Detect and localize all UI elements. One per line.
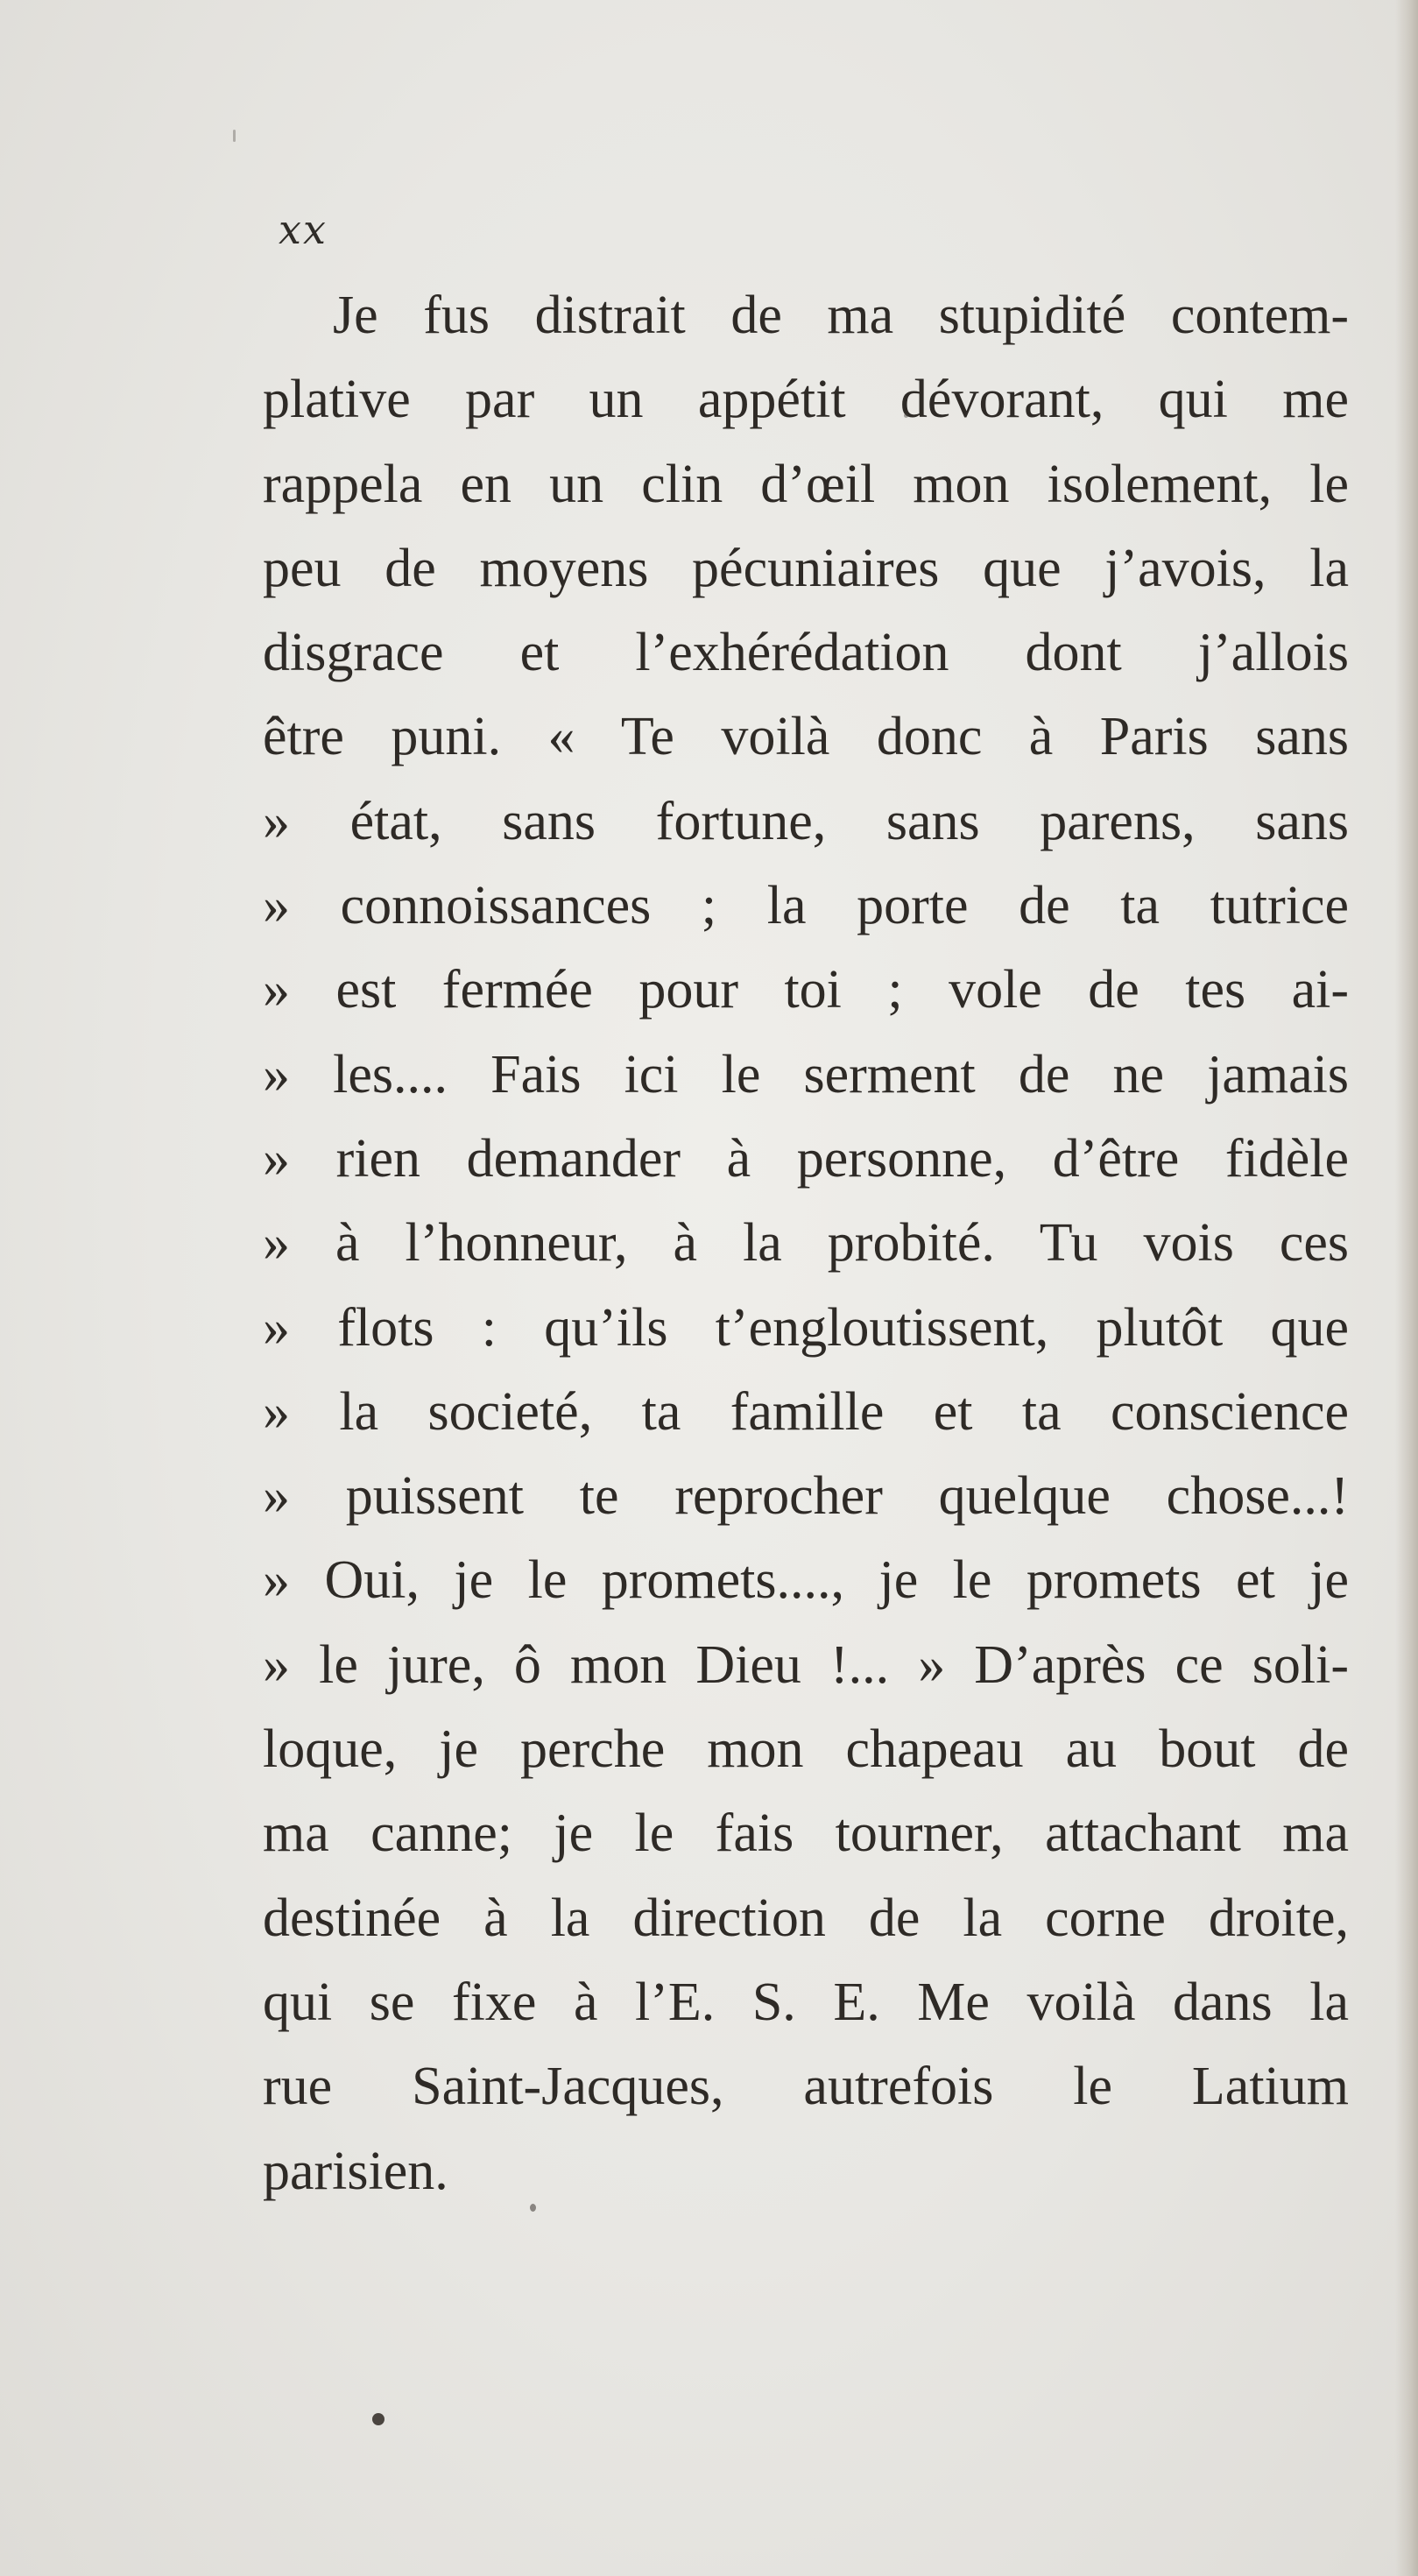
text-line: » connoissances ; la porte de ta tutrice xyxy=(263,876,1349,936)
ink-speck xyxy=(372,2413,384,2425)
text-line: être puni. « Te voilà donc à Paris sans xyxy=(263,707,1349,767)
text-line: » flots : qu’ils t’engloutissent, plutôt que xyxy=(263,1297,1349,1358)
ink-speck xyxy=(233,130,236,142)
text-line: » à l’honneur, à la probité. Tu vois ces xyxy=(263,1213,1349,1274)
text-line: disgrace et l’exhérédation dont j’allois xyxy=(263,623,1349,683)
text-line: » rien demander à personne, d’être fidèle xyxy=(263,1128,1349,1189)
page-edge-shadow xyxy=(1395,0,1418,2576)
text-line: qui se fixe à l’E. S. E. Me voilà dans la xyxy=(263,1972,1349,2032)
text-line: » puissent te reprocher quelque chose...! xyxy=(263,1466,1349,1527)
ink-speck xyxy=(530,2204,536,2212)
text-line: » le jure, ô mon Dieu !... » D’après ce soli- xyxy=(263,1634,1349,1695)
text-line: rappela en un clin d’œil mon isolement, le xyxy=(263,454,1349,514)
text-line: rue Saint-Jacques, autrefois le Latium xyxy=(263,2057,1349,2117)
text-line: ma canne; je le fais tourner, attachant ma xyxy=(263,1803,1349,1864)
text-line: destinée à la direction de la corne droite, xyxy=(263,1888,1349,1948)
ink-speck xyxy=(904,413,908,418)
text-line: Je fus distrait de ma stupidité contem- xyxy=(333,286,1349,345)
body-text xyxy=(263,273,1349,2213)
text-line: plative par un appétit dévorant, qui me xyxy=(263,370,1349,430)
page-number: xx xyxy=(279,206,328,253)
text-line: peu de moyens pécuniaires que j’avois, la xyxy=(263,538,1349,598)
text-line: loque, je perche mon chapeau au bout de xyxy=(263,1719,1349,1780)
text-line: » Oui, je le promets...., je le promets et je xyxy=(263,1550,1349,1611)
text-line: » état, sans fortune, sans parens, sans xyxy=(263,791,1349,851)
text-line: parisien. xyxy=(263,2141,448,2201)
text-line: » les.... Fais ici le serment de ne jamais xyxy=(263,1044,1349,1105)
text-line: » la societé, ta famille et ta conscience xyxy=(263,1381,1349,1442)
text-line: » est fermée pour toi ; vole de tes ai- xyxy=(263,960,1349,1020)
